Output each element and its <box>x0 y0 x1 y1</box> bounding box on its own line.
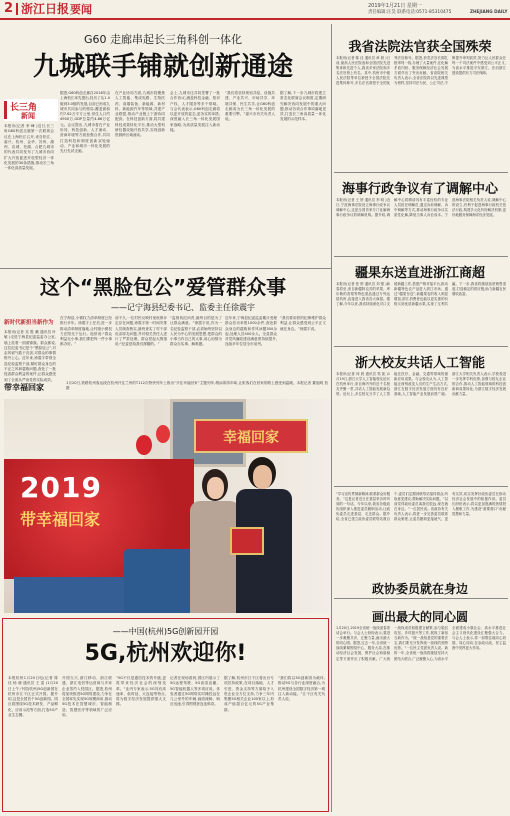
article-f-body: 本报讯(记者 何 晨 通讯员 郑 凯 )1月19日,浙江大学人工智能校友论坛在杭州举行,来自海内外的近千名校友齐聚一堂,共话人工智能发展新趋势。论坛上,多位校友分享了人工智能在医疗、金融、交通等领域的最新应用成果。与会校友认为,人工智能正深刻改变人们的生产生活方式,浙江在数字经济发展方面具有良好基础,人工智能产业发展前景广阔。浙江大学相关负责人表示,学校将进一步发挥学科优势,加强与校友企业的合作,推动人工智能领域的科技创新和成果转化,为浙江数字经济发展贡献力量。 <box>336 372 506 397</box>
article-h-col-5: 据了解,杭州市江干区将出台专项扶持政策,在项目落地、人才引进、资金支持等方面给予入驻企业全方位支持,力争三年内集聚5G相关企业100家以上,形成产值超百亿元的5G产业集群。 <box>224 676 274 712</box>
rule-g <box>334 598 508 599</box>
article-c-headline: 海事行政争议有了调解中心 <box>341 182 498 197</box>
photo-seat <box>14 577 124 613</box>
article-d-col-6: “我们要用铁的纪律维护群众利益,让群众感受到公平正义就在身边。”徐震宇说。 <box>280 316 326 331</box>
photo-side-label-text: 带幸福回家 <box>4 383 44 392</box>
article-f-headline: 浙大校友共话人工智能 <box>354 356 485 371</box>
rule-c <box>0 268 331 269</box>
article-a-col-2: 据悉,G60科创走廊自2016年由上海松江率先提出,经历了从1.0版到3.0版的发展,目前已形成九城市共同参与的格局,覆盖面积约7.62万平方公里,常住人口约4900万,GDP总量约4.86万亿元。会议提出,九城市将在产业协同、科技创新、人才流动、营商环境等方面加强合作,共同打造科技和制度创新双轮驱动、产业和城市一体化发展的先行先试走廊。 <box>60 91 110 154</box>
article-d-subhead: ——记宁海县纪委书记、监委主任徐震宇 <box>111 303 255 312</box>
english-name: ZHEJIANG DAILY <box>470 9 508 14</box>
section-name: 要闻 <box>70 3 92 16</box>
article-i-body: 1月20日,2019全省统一战线迎春茶话会举行。与会人士纷纷表示,要进一步凝聚共识、汇聚力量,画出最大的同心圆。据悉,过去一年,全省统一战线紧紧围绕中心、服务大局,在推动经济社会发展、维护社会和谐稳定等方面作出了积极贡献。广大统一战线成员积极建言献策,参与脱贫攻坚、乡村振兴等工作,展现了新担当新作为。“统一战线是党的重要法宝,我们要充分发挥统一战线的独特优势。”一位民主党派负责人说。新的一年,全省统一战线将继续坚持大团结大联合,广泛凝聚人心,为高水平全面建成小康社会、高水平推进社会主义现代化建设汇聚强大合力。与会人士表示,将一如既往地同心同德、同心同向,在参政议政、民主监督中发挥更大作用。 <box>336 626 506 661</box>
new-era-label <box>4 318 60 328</box>
rule-f <box>334 486 508 487</box>
train-photo <box>4 399 330 613</box>
photo-side-label <box>4 382 64 394</box>
column-divider <box>331 24 332 812</box>
article-a-col-1: 本报讯(记者 李 峰 )近日,长三角G60科创走廊第一次联席会议在上海松江召开,来自松江、嘉兴、杭州、金华、苏州、湖州、宣城、芜湖、合肥九城市的代表共同发布了九城市协同扩大开放促进开放型经济一体化发展的30条措施,推动长三角一体化高质量发展。 <box>4 124 54 171</box>
photo-banner-text: 带幸福回家 <box>20 510 101 529</box>
rule-e <box>334 346 508 347</box>
article-h-kicker: ——中国(杭州)5G创新园开园 <box>112 627 219 636</box>
rule-b <box>334 172 508 173</box>
photo-sign-text: 幸福回家 <box>223 430 279 446</box>
article-h-col-4: 记者在现场看到,园区内展示了5G远程驾驶、5G高清直播、5G智能机器人等多项应用。体验者通过5G网络实时操控远在几公里外的车辆,画面流畅、响应迅速,引得围观者连连称奇。 <box>170 676 220 707</box>
article-i-headline: 画出最大的同心圆 <box>371 610 468 624</box>
article-d-col-5: 近年来,宁海县纪委监委累计受理群众信访举报1000余件,查处群众身边的腐败和作风问题300余起,处理人员400余人。全县群众对党风廉政建设满意度持续提升,连续多年位居全市前列。 <box>225 316 277 347</box>
photo-caption: 1月20日,铁路杭州客运段在杭州开往兰州的T112次特快列车上推出“开往幸福回家”主题列车,增添浓浓年味,让旅客们在回家的路上感受到温暖。本报记者 董旭明 拍摄 <box>66 381 328 390</box>
article-g-body: “学习宣传贯彻新精神,联系群众好服务。”这是记者近日在基层采访时听到的一句话。今年以来,我省各级政协组织深入推进委员履职活动,让政协委员走进基层、走近群众。据介绍,全省已建立政协委员联络站数百个,委员们定期到联络站接待群众,听取意见建议,帮助解决实际问题。“以前觉得政协委员离我们很远,现在就在身边。”一位居民说。省政协有关负责人表示,将进一步完善委员联系群众制度,让委员履职更接地气、更有实效,切实发挥好政协委员在推动经济社会发展中的积极作用。委员们纷纷表示,将以更加饱满的热情投入履职工作,为建设“重要窗口”贡献智慧和力量。 <box>336 492 506 522</box>
yangtze-label-sub: 新闻 <box>21 112 35 120</box>
article-e-headline: 疆果东送直进浙江商超 <box>354 266 485 281</box>
new-era-label-text: 新时代新担当新作为 <box>4 320 54 326</box>
article-d-col-4: “监督执纪问责,最终目的是为了让群众满意。”徐震宇说,作为一名纪检监察干部,必须始终坚持以人民为中心的发展思想,把群众的小事当作自己的大事,用心用情为群众办实事、解难题。 <box>170 316 222 347</box>
photo-banner-year: 2019 <box>20 471 102 504</box>
article-a-col-6: 据了解,下一步九城市将建立常态化联席会议制度,定期研究解决协同发展中的重大问题,推动各项合作事项落地见效,打造长三角高质量一体化发展的示范样本。 <box>280 91 326 122</box>
photo-person-face <box>207 477 224 499</box>
yangtze-label <box>4 99 58 121</box>
article-c-body: 本报讯(记者 王 婷 通讯员 李 明 )近日,宁波海事法院设立海事行政争议调解中心,这是全国首家专门化解海事行政争议的调解机构。据介绍,调解中心将聘请具有丰富经验的专业人员担任调解员,通过诉前调解、诉中调解等方式,推动海事行政争议实质性化解,降低当事人诉讼成本。宁波海事法院相关负责人说,调解中心的设立,有利于促进海事行政机关依法行政,构建多元化纠纷解决机制,更好地服务保障海洋经济发展。 <box>336 198 506 218</box>
masthead <box>0 0 510 20</box>
photo-person-body <box>190 501 240 613</box>
article-h-col-6: “我们将以5G创新园为载体,推动5G与各行业深度融合,为杭州建设全国数字经济第一城注入新动能。”江干区有关负责人说。 <box>278 676 325 702</box>
article-e-body: 本报讯(记者 张 婷 通讯员 刘 强 )新春将至,来自新疆阿克苏的苹果、库尔勒的香梨等特色果品通过专列运抵杭州,直接进入我省各大商超。据了解,今年以来,我省持续深化对口支援新疆工作,搭建产销对接平台,推动新疆特色农产品进入浙江市场。通过“疆果东送”,新疆果农的收入明显增加,浙江消费者也能以更实惠的价格买到优质新疆水果,实现了互利共赢。下一步,我省将继续拓宽销售渠道,打造稳定的供应链,助力新疆农民增收致富。 <box>336 282 506 307</box>
gift-box-icon <box>230 527 264 555</box>
article-h-col-2: 开园当天,浙江移动、浙江联通、浙江电信等运营商与多家企业签约入驻园区。据悉,杭州将加快推进5G网络建设,力争在全国率先实现5G规模商用,推动5G技术在智慧城市、智能制造、智慧医疗等领域的广泛应用。 <box>62 676 112 718</box>
yangtze-label-bar-icon <box>4 101 7 119</box>
article-h-col-3: “5G不仅是通信技术的升级,更将带来经济社会的深刻变革。”业内专家表示,5G具有高速率、低时延、大连接等特点,将为数字经济发展提供强大支撑。 <box>116 676 166 707</box>
article-b-headline: 我省法院法官获全国殊荣 <box>348 40 492 55</box>
article-g-headline: 政协委员就在身边 <box>371 582 468 596</box>
lantern-icon <box>136 435 152 455</box>
editor-info: 责任编辑:汪昊 联系电话:0571-85310475 <box>368 10 452 15</box>
article-a-col-4: 会上,九城市还共同签署了一批合作协议,涵盖科技金融、知识产权、人才服务等多个领域。与会代表表示,G60科创走廊将以更开放的姿态,更务实的举措,深度融入长三角一体化发展国家战略,为高质量发展注入新动能。 <box>170 91 220 133</box>
issue-date: 2019年1月21日 星期一 <box>368 3 422 9</box>
photo-person-face <box>253 465 272 489</box>
article-a-col-3: 在产业协同方面,九城市将聚焦人工智能、集成电路、生物医药、高端装备、新能源、新材料、新能源汽车等领域,共建产业联盟,推动产业链上下游协同配套。在科技创新方面,将共建科技成果转化平台,推动大型科研仪器设施开放共享,实现创新资源跨区域流动。 <box>115 91 165 138</box>
article-d-col-1: 本报讯(记者 吴 胜 鹏 通讯员 叶 敏 )走进宁海县纪委监委办公室,墙上挂着一面面锦旗。群众都说,这位纪委书记是个“黑脸包公”,对歪风邪气敢于亮剑,对群众的事情格外上心。近年来,徐震宇带领全县纪检监察干部,紧盯群众身边的不正之风和腐败问题,查处了一批侵害群众利益的案件,让群众感受到了全面从严治党的实际成效。 <box>4 330 56 382</box>
article-h-headline: 5G,杭州欢迎你! <box>84 641 247 666</box>
rule-c-right <box>334 256 508 257</box>
article-a-col-5: “我们将坚持规划共绘、设施共建、产业共兴、市场共享、环境共保、民生共享,让G60科创走廊成为长三角一体化发展的重要引擎。”嘉兴市有关负责人说。 <box>225 91 275 122</box>
article-d-col-3: 前不久,一位村民反映村里低保评定存在问题,徐震宇第一时间安排人员调查核实,最终查实了村干部优亲厚友问题,并对相关责任人进行了严肃处理。群众竖起大拇指说:“纪委是给我们撑腰的。” <box>115 316 167 347</box>
yangtze-label-main: 长三角 <box>10 103 38 113</box>
page-number: 2 <box>4 1 14 16</box>
masthead-divider-icon <box>16 3 18 15</box>
photo-sign <box>194 419 308 453</box>
lantern-icon <box>156 425 170 443</box>
article-a-kicker: G60 走廊串起长三角科创一体化 <box>83 33 243 46</box>
article-h-col-1: 本报杭州1月20日电(记者 陈 佳 杨 晓 通讯员 王 雷 )1月20日上午,中国(杭州)5G创新园在杭州市江干区正式开园。据介绍,这是全国首个5G创新园。园区将围绕5G技术研发、产品孵化、应用示范等方面,打造5G产业生态圈。 <box>8 676 58 718</box>
article-d-headline: 这个“黑脸包公”爱管群众事 <box>39 275 287 299</box>
masthead-rule <box>0 18 510 20</box>
article-d-col-2: 在宁海县,小微权力清单制度已经推行多年。徐震宇上任后,进一步推动清单制度落地,让村级小微权力在阳光下运行。他常说:“群众利益无小事,我们要把每一件小事都办好。” <box>60 316 112 347</box>
paper-name: 浙江日报 <box>21 2 70 16</box>
article-a-headline: 九城联手铺就创新通途 <box>32 52 293 82</box>
article-b-body: 本报讯(记者 陈 佳 通讯员 章 晨 )日前,最高人民法院表彰全国法院先进集体和先进个人,我省多家法院和多名法官榜上有名。其中,杭州市中级人民法院等单位被授予全国法院先进集体称号,多名法官被授予全国优秀法官称号。据悉,获奖法官长期扎根审判一线,办理了大量案件,在化解矛盾纠纷、服务保障经济社会发展方面作出了突出贡献。省高院相关负责人表示,全省法院将以先进典型为榜样,坚持司法为民、公正司法,不断提升审判质效,努力让人民群众在每一个司法案件中感受到公平正义,为高水平推进平安浙江、法治浙江建设提供有力司法保障。 <box>336 56 506 86</box>
